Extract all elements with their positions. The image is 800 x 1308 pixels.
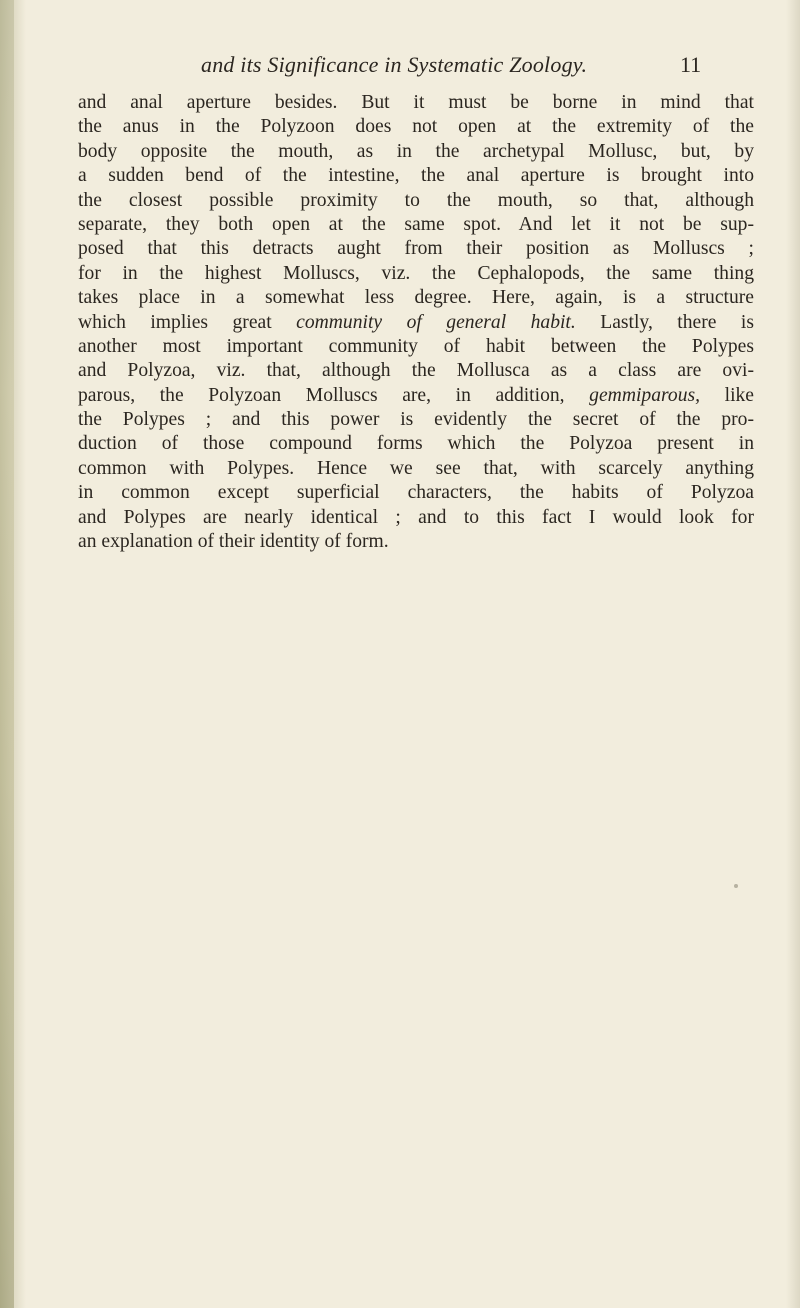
- text-line: [78, 115, 754, 139]
- text-line: [78, 164, 754, 188]
- italic-phrase: gemmiparous,: [589, 384, 701, 406]
- body-text: [78, 91, 754, 554]
- text-segment: and anal aperture besides. But it must be borne in mind that: [78, 92, 754, 113]
- text-line: [78, 91, 754, 115]
- text-segment: duction of those compound forms which the Polyzoa present in: [78, 433, 754, 455]
- text-segment: common with Polypes. Hence we see that, with scarcely anything: [78, 457, 754, 479]
- text-segment: the anus in the Polyzoon does not open at the extremity of the: [78, 116, 754, 138]
- text-line: [78, 384, 754, 408]
- text-line: [78, 189, 754, 213]
- text-line: [78, 432, 754, 456]
- text-segment: like: [700, 384, 755, 406]
- text-line: [78, 262, 754, 286]
- text-line: [78, 335, 754, 359]
- text-segment: takes place in a somewhat less degree. Here, again, is a structure: [78, 287, 754, 309]
- italic-phrase: community of general habit.: [296, 311, 576, 333]
- text-line: [78, 359, 754, 383]
- text-line: [78, 237, 754, 261]
- text-segment: parous, the Polyzoan Molluscs are, in addition,: [78, 384, 590, 406]
- text-line: [78, 506, 754, 530]
- text-segment: for in the highest Molluscs, viz. the Cephalopods, the same thing: [78, 262, 754, 284]
- running-title: and its Significance in Systematic Zoology.: [201, 52, 588, 77]
- page-binding-shadow: [0, 0, 14, 1308]
- text-segment: and Polyzoa, viz. that, although the Mollusca as a class are ovi-: [78, 360, 754, 382]
- text-line: [78, 213, 754, 237]
- text-segment: body opposite the mouth, as in the archetypal Mollusc, but, by: [78, 140, 754, 162]
- text-segment: the Polypes ; and this power is evidently the secret of the pro-: [78, 409, 754, 431]
- text-segment: which implies great: [78, 311, 297, 333]
- text-segment: separate, they both open at the same spot. And let it not be sup-: [78, 213, 754, 235]
- text-line: [78, 140, 754, 164]
- text-line: [78, 481, 754, 505]
- text-segment: and Polypes are nearly identical ; and to this fact I would look for: [78, 506, 754, 528]
- text-segment: posed that this detracts aught from their position as Molluscs ;: [78, 238, 754, 260]
- text-line: [78, 311, 754, 335]
- text-line: [78, 457, 754, 481]
- page-header: [0, 52, 800, 82]
- text-segment: in common except superficial characters, the habits of Polyzoa: [78, 482, 754, 504]
- text-line: [78, 530, 754, 554]
- text-segment: another most important community of habit between the Polypes: [78, 335, 754, 357]
- text-segment: a sudden bend of the intestine, the anal aperture is brought into: [78, 165, 754, 187]
- text-line: [78, 286, 754, 310]
- page-number: 11: [680, 52, 702, 77]
- text-segment: Lastly, there is: [575, 311, 755, 333]
- text-segment: the closest possible proximity to the mouth, so that, although: [78, 189, 754, 211]
- text-line: [78, 408, 754, 432]
- paper-speck: [734, 884, 738, 888]
- text-segment: an explanation of their identity of form.: [78, 531, 389, 553]
